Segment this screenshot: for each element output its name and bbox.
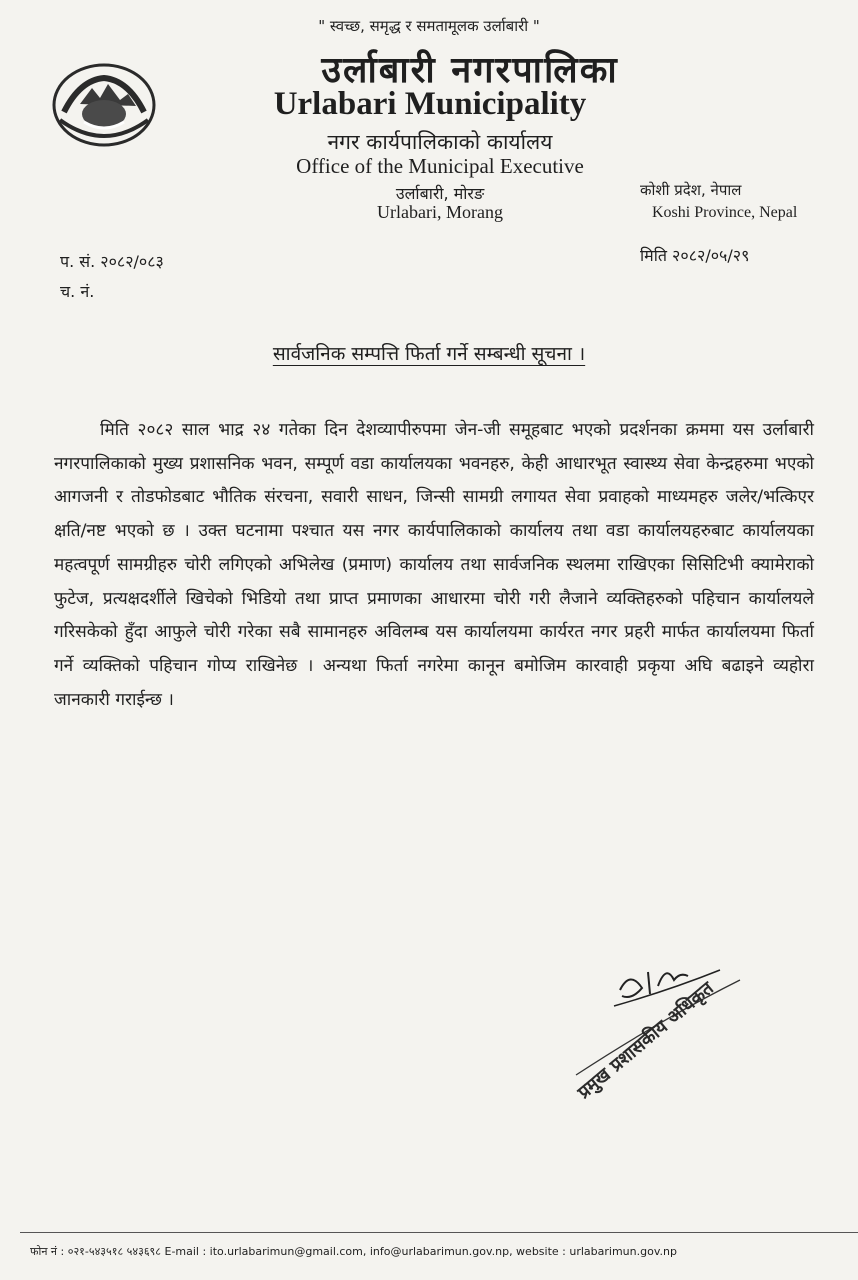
contact-footer: फोन नं : ०२१-५४३५१८ ५४३६९८ E-mail : ito.urlabarimun@gmail.com, info@urlabarimun.gov.np, website : urlabarimun.gov.np <box>30 1245 677 1258</box>
municipality-name-np: उर्लाबारी नगरपालिका <box>321 50 619 91</box>
province-en: Koshi Province, Nepal <box>652 204 798 221</box>
reference-number: प. सं. २०८२/०८३ <box>60 252 164 271</box>
office-name-np: नगर कार्यपालिकाको कार्यालय <box>327 130 553 154</box>
notice-body: मिति २०८२ साल भाद्र २४ गतेका दिन देशव्यापीरुपमा जेन-जी समूहबाट भएको प्रदर्शनका क्रममा यस उर्लाबारी नगरपालिकाको मुख्य प्रशासनिक भवन, सम्पूर्ण वडा कार्यालयका भवनहरु, केही आधारभूत स्वास्थ्य सेवा केन्द्रहरुमा भएको आगजनी र तोडफोडबाट भौतिक संरचना, सवारी साधन, जिन्सी सामग्री लगायत सेवा प्रवाहको माध्यमहरु जलेर/भत्किएर क्षति/नष्ट भएको छ । उक्त घटनामा पश्चात यस नगर कार्यपालिकाको कार्यालय तथा वडा कार्यालयहरुबाट कार्यालयका महत्वपूर्ण सामग्रीहरु चोरी लगिएको अभिलेख (प्रमाण) कार्यालय तथा सार्वजनिक स्थलमा राखिएका सिसिटिभी क्यामेराको फुटेज, प्रत्यक्षदर्शीले खिचेको भिडियो तथा प्राप्त प्रमाणका आधारमा चोरी गरी लैजाने व्यक्तिहरुको पहिचान कार्यालयले गरिसकेको हुँदा आफुले चोरी गरेका सबै सामानहरु अविलम्ब यस कार्यालयमा कार्यरत नगर प्रहरी मार्फत कार्यालयमा फिर्ता गर्ने व्यक्तिको पहिचान गोप्य राखिनेछ । अन्यथा फिर्ता नगरेमा कानून बमोजिम कारवाही प्रकृया अघि बढाइने व्यहोरा जानकारी गराईन्छ । <box>54 420 814 710</box>
dispatch-number: च. नं. <box>60 282 95 301</box>
footer-divider <box>20 1232 858 1233</box>
place-en: Urlabari, Morang <box>377 202 503 222</box>
letter-date: मिति २०८२/०५/२९ <box>640 246 750 265</box>
nepal-emblem-logo <box>50 60 158 150</box>
province-np: कोशी प्रदेश, नेपाल <box>640 181 742 199</box>
notice-subject: सार्वजनिक सम्पत्ति फिर्ता गर्ने सम्बन्धी सूचना । <box>272 343 586 365</box>
signatory-title: प्रमुख प्रशासकीय अधिकृत <box>573 977 718 1104</box>
office-name-en: Office of the Municipal Executive <box>296 154 584 178</box>
municipality-name-en: Urlabari Municipality <box>273 86 587 122</box>
motto: " स्वच्छ, समृद्ध र समतामूलक उर्लाबारी " <box>318 17 540 35</box>
place-np: उर्लाबारी, मोरङ <box>395 184 485 203</box>
